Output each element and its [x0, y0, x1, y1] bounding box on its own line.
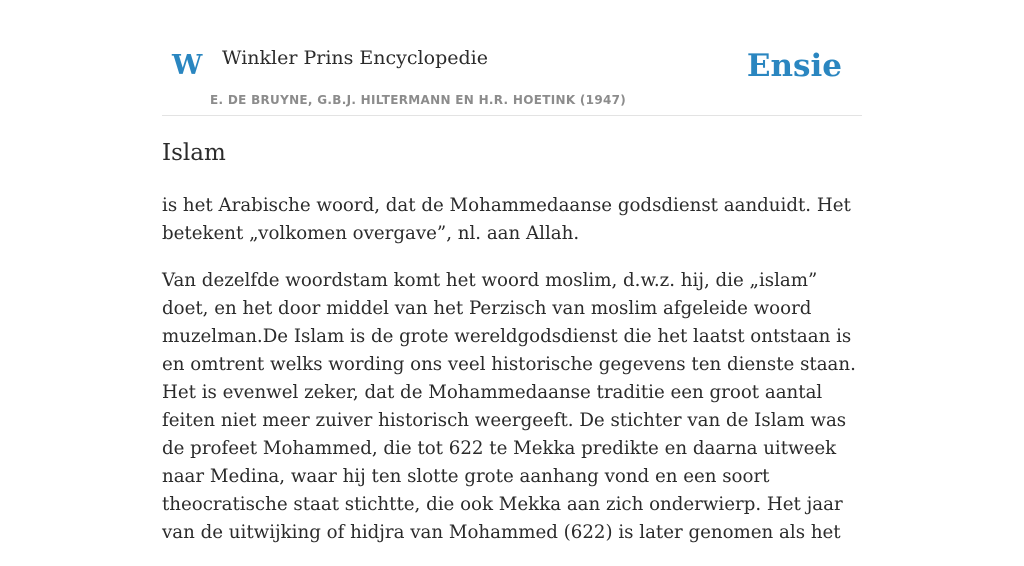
entry-paragraph: Van dezelfde woordstam komt het woord moslim, d.w.z. hij, die „islam” doet, en het door middel van het Perzisch van moslim afgeleide woord muzelman.De Islam is de grote wereldgodsdienst die het laatst ontstaan is en omtrent welks wording ons veel historische gegevens ten dienste staan. Het is evenwel zeker, dat de Mohammedaanse traditie een groot aantal feiten niet meer zuiver historisch weergeeft. De stichter van de Islam was de profeet Mohammed, die tot 622 te Mekka predikte en daarna uitweek naar Medina, waar hij ten slotte grote aanhang vond en een soort theocratische staat stichtte, die ook Mekka aan zich onderwierp. Het jaar van de uitwijking of hidjra van Mohammed (622) is later genomen als het	[162, 270, 856, 543]
ensie-logo-link[interactable]: Ensie	[746, 48, 842, 84]
source-authors: E. DE BRUYNE, G.B.J. HILTERMANN EN H.R. HOETINK (1947)	[210, 93, 627, 107]
entry-body	[162, 192, 862, 566]
entry-title: Islam	[162, 140, 226, 166]
source-title-link[interactable]: Winkler Prins Encyclopedie	[222, 47, 488, 69]
article-container	[162, 0, 862, 543]
entry-paragraph: is het Arabische woord, dat de Mohammedaanse godsdienst aanduidt. Het betekent „volkomen overgave”, nl. aan Allah.	[162, 195, 851, 244]
source-logo-icon[interactable]: W	[172, 50, 203, 81]
source-header	[162, 0, 862, 116]
